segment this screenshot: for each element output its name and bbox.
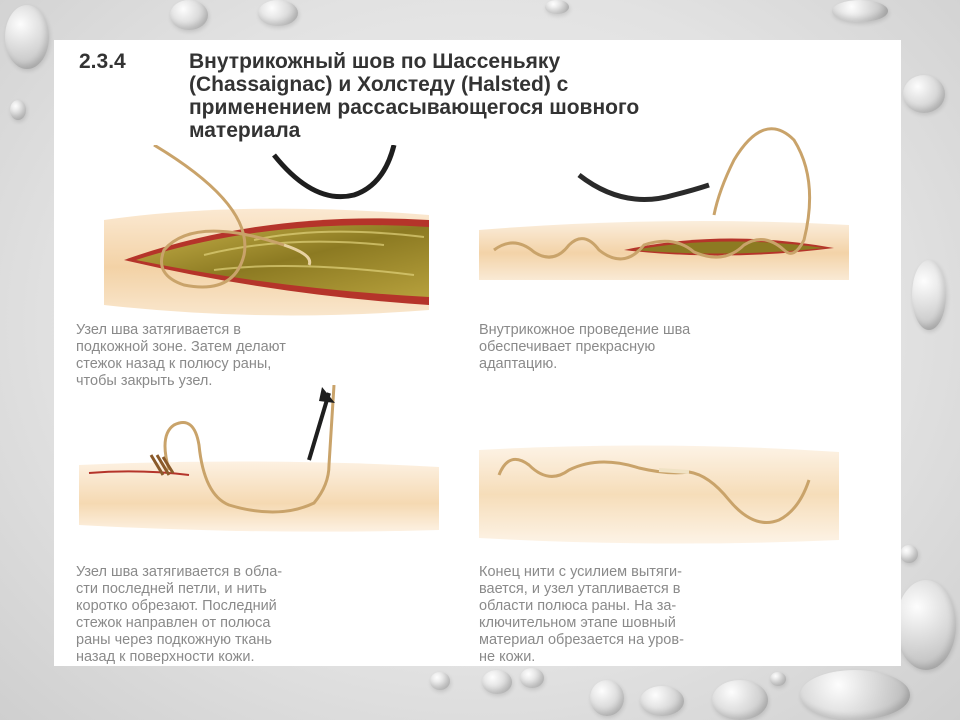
textbook-page <box>54 40 901 666</box>
water-drop <box>800 670 910 720</box>
title-line: Внутрикожный шов по Шассеньяку <box>189 50 561 73</box>
section-number: 2.3.4 <box>79 50 126 73</box>
water-drop <box>170 0 208 30</box>
knot-icon <box>659 470 689 472</box>
water-drop <box>590 680 624 716</box>
water-drop <box>482 670 512 694</box>
title-line: применением рассасывающегося шовного <box>189 96 640 119</box>
illustration-last-loop-knot <box>79 385 439 535</box>
water-drop <box>900 545 918 563</box>
caption-step-2: Внутрикожное проведение шва обеспечивает прекрасную адаптацию. <box>479 322 691 372</box>
water-drop <box>545 0 569 14</box>
title-line: материала <box>189 119 301 142</box>
arrow-up-icon <box>309 393 329 460</box>
water-drop <box>430 672 450 690</box>
water-drop <box>832 0 888 22</box>
water-drop <box>640 686 684 716</box>
caption-step-3: Узел шва затягивается в обла- сти последней петли, и нить коротко обрезают. Последний стежок направлен от полюса раны через подкожную ткань назад к поверхности кожи. <box>76 564 283 665</box>
illustration-intradermal-stitch <box>474 120 854 280</box>
water-drop <box>712 680 768 720</box>
illustration-knot-subcutaneous <box>84 145 429 320</box>
caption-step-1: Узел шва затягивается в подкожной зоне. Затем делают стежок назад к полюсу раны, чтобы закрыть узел. <box>76 322 286 389</box>
water-drop <box>5 5 49 69</box>
water-drop <box>896 580 956 670</box>
water-drop <box>912 260 946 330</box>
caption-step-4: Конец нити с усилием вытяги- вается, и узел утапливается в области полюса раны. На за- ключительном этапе шовный материал обрезается на уров- не кожи. <box>479 564 684 665</box>
water-drop <box>10 100 26 120</box>
water-drop <box>903 75 945 113</box>
needle-icon <box>579 175 709 200</box>
water-drop <box>770 672 786 686</box>
illustration-thread-pulled <box>479 430 839 550</box>
water-drop <box>258 0 298 26</box>
water-drop <box>520 668 544 688</box>
title-line: (Chassaignac) и Холстеду (Halsted) с <box>189 73 569 96</box>
skin-surface <box>479 445 839 543</box>
needle-icon <box>274 145 394 197</box>
